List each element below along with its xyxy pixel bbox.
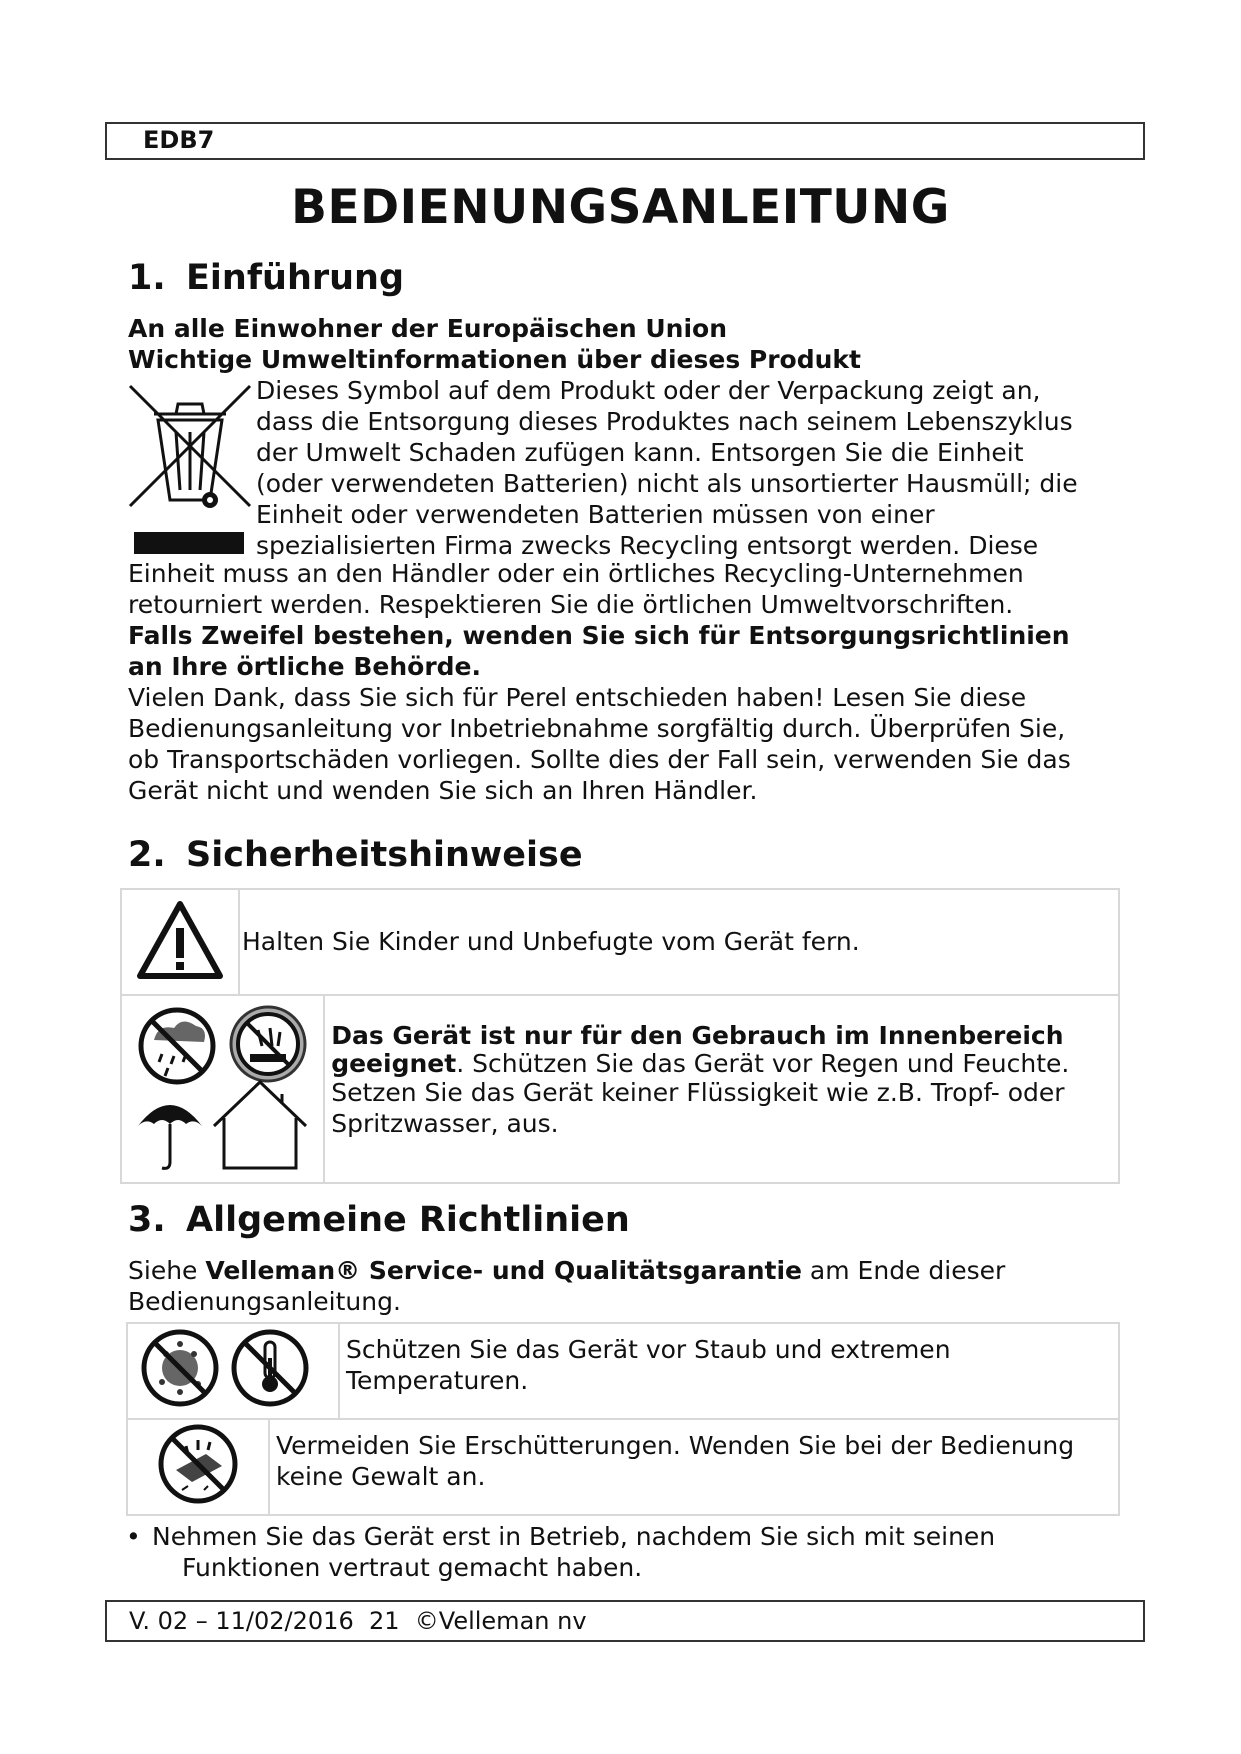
section-1-number: 1. <box>128 258 166 298</box>
dust-text-cell <box>339 1323 1119 1419</box>
umbrella-icon <box>138 1105 202 1168</box>
thanks-line: ob Transportschäden vorliegen. Sollte dies der Fall sein, verwenden Sie das <box>128 745 1071 774</box>
no-extreme-temperature-icon <box>234 1332 306 1404</box>
header-box <box>105 122 1145 160</box>
safety-row-children <box>121 889 1119 995</box>
weee-text-line: (oder verwendeten Batterien) nicht als unsortierter Hausmüll; die <box>256 469 1078 498</box>
warning-triangle-icon <box>122 890 238 988</box>
warning-icon-cell <box>121 889 239 995</box>
weee-text-line: dass die Entsorgung dieses Produktes nach seinem Lebenszyklus <box>256 407 1073 436</box>
indoor-icons <box>122 996 318 1176</box>
intro-bold-line-2: Wichtige Umweltinformationen über dieses Produkt <box>128 345 861 374</box>
weee-text-line: spezialisierten Firma zwecks Recycling entsorgt werden. Diese <box>256 531 1039 560</box>
thanks-line: Gerät nicht und wenden Sie sich an Ihren Händler. <box>128 776 758 805</box>
weee-crossed-bin-icon <box>126 380 256 560</box>
guidelines-table <box>126 1322 1120 1516</box>
see-warranty-line <box>128 1256 1005 1286</box>
section-2-heading <box>128 835 583 875</box>
bullet-text-line-1: Nehmen Sie das Gerät erst in Betrieb, nachdem Sie sich mit seinen <box>152 1522 996 1551</box>
shock-text-line-1: Vermeiden Sie Erschütterungen. Wenden Sie bei der Bedienung <box>276 1431 1075 1460</box>
section-1-title: Einführung <box>186 258 405 298</box>
section-1-heading <box>128 258 404 298</box>
page-title: BEDIENUNGSANLEITUNG <box>291 180 950 235</box>
footer-text: V. 02 – 11/02/2016 21 ©Velleman nv <box>129 1607 587 1635</box>
section-2-title: Sicherheitshinweise <box>186 835 583 875</box>
safety-row-indoor <box>121 995 1119 1183</box>
doubt-bold-line: an Ihre örtliche Behörde. <box>128 652 481 681</box>
warranty-bold-text: Velleman® Service- und Qualitätsgarantie <box>205 1256 802 1285</box>
indoor-bold-line: Das Gerät ist nur für den Gebrauch im Innenbereich <box>331 1021 1064 1050</box>
thanks-line: Bedienungsanleitung vor Inbetriebnahme sorgfältig durch. Überprüfen Sie, <box>128 714 1066 743</box>
guideline-row-shock <box>127 1419 1119 1515</box>
see-warranty-line-2: Bedienungsanleitung. <box>128 1287 401 1316</box>
see-pre-text: Siehe <box>128 1256 206 1285</box>
no-dust-icon <box>144 1332 216 1404</box>
indoor-rest-text: . Schützen Sie das Gerät vor Regen und Feuchte. <box>456 1049 1070 1078</box>
section-3-title: Allgemeine Richtlinien <box>186 1200 630 1240</box>
section-2-number: 2. <box>128 835 166 875</box>
no-shock-icon <box>128 1420 268 1508</box>
doubt-bold-line: Falls Zweifel bestehen, wenden Sie sich für Entsorgungsrichtlinien <box>128 621 1070 650</box>
indoor-bold-word: geeignet <box>331 1049 457 1078</box>
weee-continuation-line: Einheit muss an den Händler oder ein örtliches Recycling-Unternehmen <box>128 559 1024 588</box>
safety-children-text-cell <box>239 889 1119 995</box>
bullet-symbol: • <box>126 1522 141 1551</box>
no-rain-icon <box>141 1010 213 1082</box>
dust-text-line-2: Temperaturen. <box>346 1366 529 1395</box>
dust-text-line-1: Schützen Sie das Gerät vor Staub und extremen <box>346 1335 951 1364</box>
indoor-line-3: Setzen Sie das Gerät keiner Flüssigkeit wie z.B. Tropf- oder <box>331 1078 1065 1107</box>
dust-temp-icons <box>128 1324 323 1412</box>
weee-text-line: Dieses Symbol auf dem Produkt oder der Verpackung zeigt an, <box>256 376 1041 405</box>
indoor-house-icon <box>214 1082 306 1168</box>
weee-continuation-line: retourniert werden. Respektieren Sie die örtlichen Umweltvorschriften. <box>128 590 1014 619</box>
thanks-line: Vielen Dank, dass Sie sich für Perel entschieden haben! Lesen Sie diese <box>128 683 1027 712</box>
weee-text-line: Einheit oder verwendeten Batterien müssen von einer <box>256 500 935 529</box>
section-3-number: 3. <box>128 1200 166 1240</box>
weee-text-line: der Umwelt Schaden zufügen kann. Entsorgen Sie die Einheit <box>256 438 1024 467</box>
safety-children-text: Halten Sie Kinder und Unbefugte vom Gerät fern. <box>242 927 860 956</box>
shock-text-line-2: keine Gewalt an. <box>276 1462 486 1491</box>
section-3-heading <box>128 1200 630 1240</box>
no-liquid-icon <box>231 1007 305 1081</box>
indoor-line-2 <box>331 1051 1118 1077</box>
safety-table <box>120 888 1120 1184</box>
shock-text-cell <box>269 1419 1119 1515</box>
bullet-text-line-2: Funktionen vertraut gemacht haben. <box>182 1553 643 1582</box>
indoor-line-4: Spritzwasser, aus. <box>331 1109 559 1138</box>
see-post-text: am Ende dieser <box>801 1256 1006 1285</box>
dust-temp-icons-cell <box>127 1323 339 1419</box>
intro-bold-line-1: An alle Einwohner der Europäischen Union <box>128 314 728 343</box>
footer-box <box>105 1600 1145 1642</box>
indoor-icons-cell <box>121 995 324 1183</box>
indoor-text-cell <box>324 995 1119 1183</box>
guideline-row-dust <box>127 1323 1119 1419</box>
model-label: EDB7 <box>143 126 215 154</box>
shock-icon-cell <box>127 1419 269 1515</box>
